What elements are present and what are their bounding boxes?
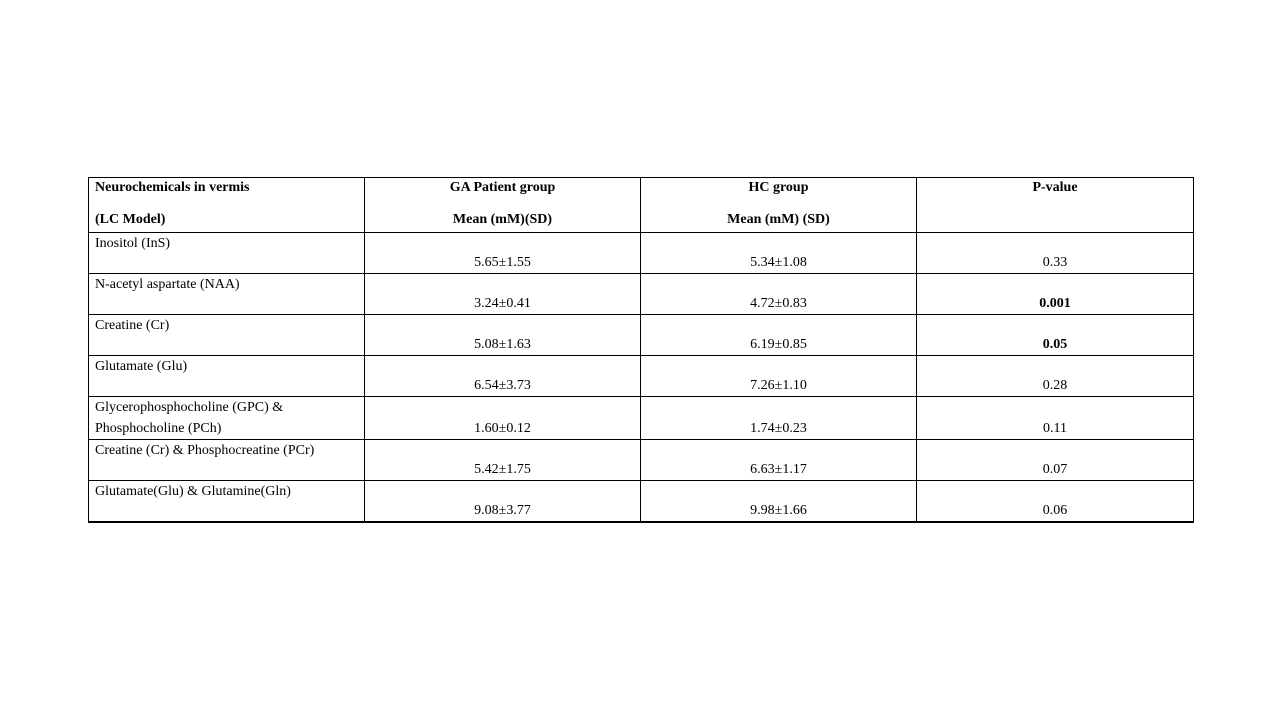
table-row bbox=[89, 356, 1194, 397]
row-hc-value: 4.72±0.83 bbox=[641, 274, 917, 315]
row-p-value: 0.11 bbox=[917, 397, 1194, 440]
header-ga-line1: GA Patient group bbox=[449, 180, 556, 195]
table-row bbox=[89, 481, 1194, 522]
table-row bbox=[89, 440, 1194, 481]
row-p-value: 0.001 bbox=[917, 274, 1194, 315]
row-ga-value: 6.54±3.73 bbox=[365, 356, 641, 397]
header-neurochemicals-line2: (LC Model) bbox=[95, 212, 166, 227]
row-p-value: 0.28 bbox=[917, 356, 1194, 397]
row-ga-value: 1.60±0.12 bbox=[365, 397, 641, 440]
row-ga-value: 5.08±1.63 bbox=[365, 315, 641, 356]
results-table-container bbox=[88, 177, 1193, 523]
row-ga-value: 3.24±0.41 bbox=[365, 274, 641, 315]
row-name: Glutamate(Glu) & Glutamine(Gln) bbox=[89, 481, 365, 522]
header-ga-line2: Mean (mM)(SD) bbox=[452, 212, 553, 227]
row-hc-value: 6.19±0.85 bbox=[641, 315, 917, 356]
header-hc-line1: HC group bbox=[748, 180, 809, 195]
row-ga-value: 5.65±1.55 bbox=[365, 233, 641, 274]
row-name: Inositol (InS) bbox=[89, 233, 365, 274]
table-row bbox=[89, 315, 1194, 356]
row-name: Glycerophosphocholine (GPC) & Phosphocholine (PCh) bbox=[89, 397, 365, 440]
row-name: Creatine (Cr) bbox=[89, 315, 365, 356]
row-p-value: 0.07 bbox=[917, 440, 1194, 481]
row-p-value: 0.33 bbox=[917, 233, 1194, 274]
header-ga-group bbox=[365, 178, 641, 233]
row-hc-value: 6.63±1.17 bbox=[641, 440, 917, 481]
row-p-value: 0.05 bbox=[917, 315, 1194, 356]
table-row bbox=[89, 233, 1194, 274]
row-ga-value: 5.42±1.75 bbox=[365, 440, 641, 481]
row-ga-value: 9.08±3.77 bbox=[365, 481, 641, 522]
row-hc-value: 1.74±0.23 bbox=[641, 397, 917, 440]
header-hc-line2: Mean (mM) (SD) bbox=[727, 212, 830, 227]
header-row bbox=[89, 178, 1194, 233]
row-name: Glutamate (Glu) bbox=[89, 356, 365, 397]
row-name: Creatine (Cr) & Phosphocreatine (PCr) bbox=[89, 440, 365, 481]
table-row bbox=[89, 274, 1194, 315]
header-p-value-label: P-value bbox=[1032, 180, 1078, 195]
neurochemicals-table bbox=[88, 177, 1194, 523]
row-name: N-acetyl aspartate (NAA) bbox=[89, 274, 365, 315]
row-hc-value: 7.26±1.10 bbox=[641, 356, 917, 397]
table-row bbox=[89, 397, 1194, 440]
row-hc-value: 9.98±1.66 bbox=[641, 481, 917, 522]
row-hc-value: 5.34±1.08 bbox=[641, 233, 917, 274]
row-p-value: 0.06 bbox=[917, 481, 1194, 522]
header-hc-group bbox=[641, 178, 917, 233]
header-neurochemicals-line1: Neurochemicals in vermis bbox=[95, 180, 250, 195]
header-neurochemicals bbox=[89, 178, 365, 233]
header-p-value bbox=[917, 178, 1194, 233]
